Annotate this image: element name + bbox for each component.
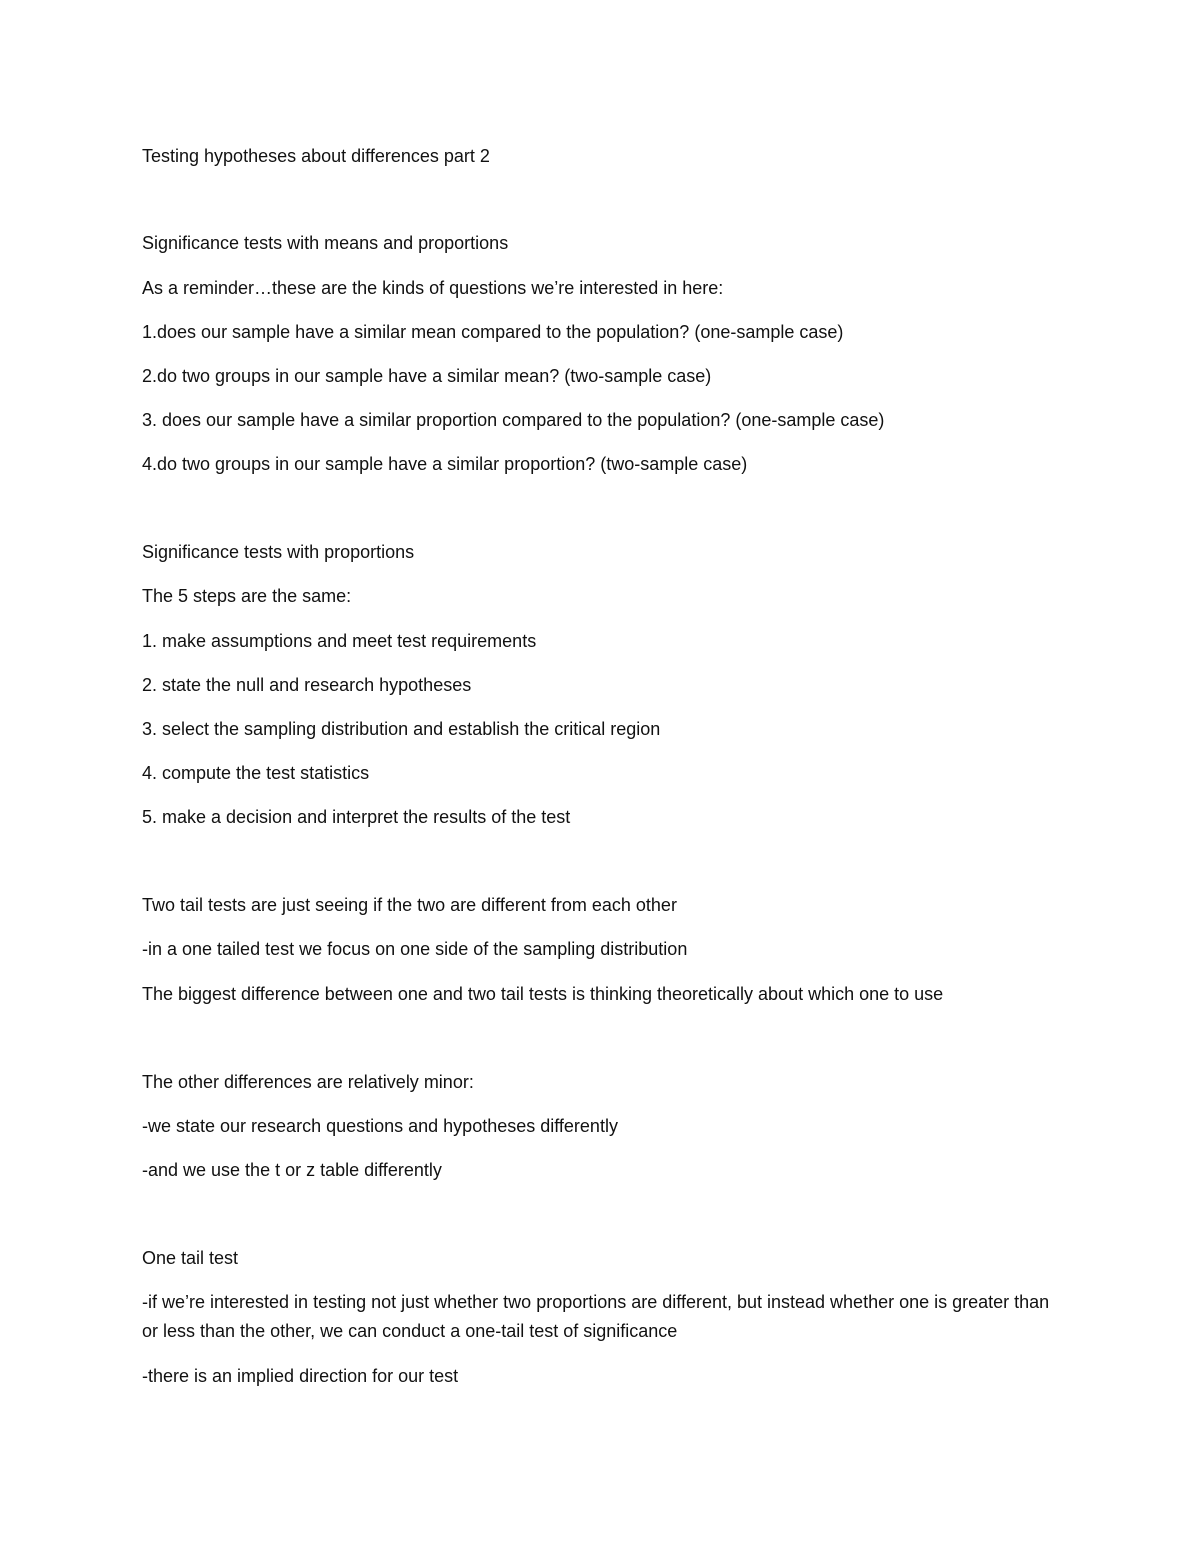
section-heading-one-tail-test: One tail test xyxy=(142,1248,239,1268)
one-tail-last-line: -there is an implied direction for our test xyxy=(142,1366,459,1386)
section1-intro: As a reminder…these are the kinds of questions we’re interested in here: xyxy=(142,278,724,298)
section2-intro: The 5 steps are the same: xyxy=(142,586,352,606)
step-item: 1. make assumptions and meet test requirements xyxy=(142,631,537,651)
question-item: 1.does our sample have a similar mean compared to the population? (one-sample case) xyxy=(142,322,844,342)
tail-tests-line: -in a one tailed test we focus on one side of the sampling distribution xyxy=(142,939,688,959)
other-differences-line: -and we use the t or z table differently xyxy=(142,1160,442,1180)
document-title: Testing hypotheses about differences part 2 xyxy=(142,146,490,166)
section-heading-proportions: Significance tests with proportions xyxy=(142,542,415,562)
question-item: 4.do two groups in our sample have a similar proportion? (two-sample case) xyxy=(142,454,748,474)
step-item: 5. make a decision and interpret the results of the test xyxy=(142,807,571,827)
step-item: 4. compute the test statistics xyxy=(142,763,370,783)
step-item: 2. state the null and research hypotheses xyxy=(142,675,472,695)
other-differences-line: -we state our research questions and hypotheses differently xyxy=(142,1116,618,1136)
step-item: 3. select the sampling distribution and establish the critical region xyxy=(142,719,661,739)
question-item: 3. does our sample have a similar proportion compared to the population? (one-sample case) xyxy=(142,410,885,430)
tail-tests-line: Two tail tests are just seeing if the two are different from each other xyxy=(142,895,677,915)
other-differences-intro: The other differences are relatively minor: xyxy=(142,1072,474,1092)
tail-tests-line: The biggest difference between one and two tail tests is thinking theoretically about which one to use xyxy=(142,984,944,1004)
one-tail-paragraph: -if we’re interested in testing not just whether two proportions are different, but instead whether one is greater than or less than the other, we can conduct a one-tail test of significance xyxy=(142,1292,1050,1341)
question-item: 2.do two groups in our sample have a similar mean? (two-sample case) xyxy=(142,366,712,386)
section-heading-means-proportions: Significance tests with means and proportions xyxy=(142,233,509,253)
